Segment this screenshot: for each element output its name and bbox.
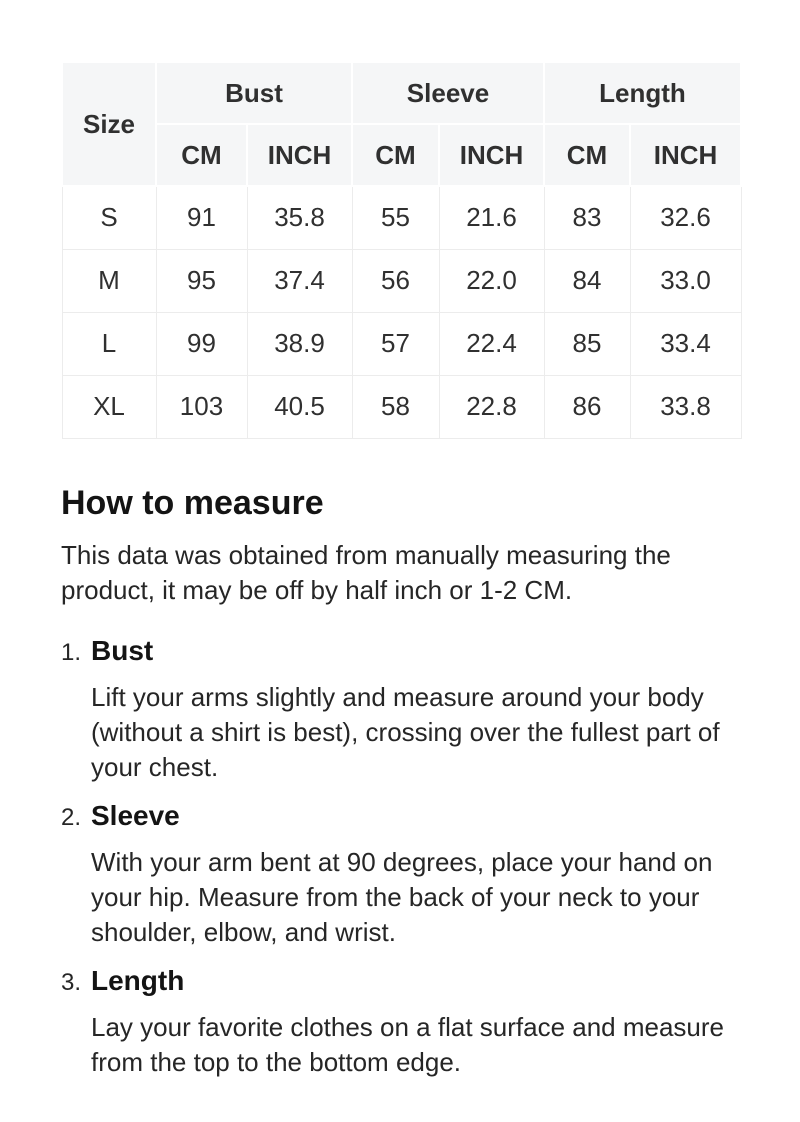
sleeve-cm-cell: 55 [352, 186, 439, 249]
bust-cm-cell: 95 [156, 249, 247, 312]
step-description-length: Lay your favorite clothes on a flat surface and measure from the top to the bottom edge. [91, 1011, 725, 1077]
step-description-sleeve: With your arm bent at 90 degrees, place your hand on your hip. Measure from the back of your neck to your shoulder, elbow, and wrist. [91, 846, 713, 947]
table-row-xl [62, 375, 741, 438]
table-row-l [62, 312, 741, 375]
col-header-size: Size [62, 62, 156, 186]
size-cell: S [62, 186, 156, 249]
unit-header-bust-cm: CM [156, 124, 247, 186]
sleeve-inch-cell: 22.0 [439, 249, 544, 312]
length-cm-cell: 86 [544, 375, 630, 438]
unit-header-length-cm: CM [544, 124, 630, 186]
size-chart-table [61, 61, 742, 439]
step-title-length: Length [91, 964, 185, 996]
unit-header-bust-inch: INCH [247, 124, 352, 186]
step-title-bust: Bust [91, 634, 154, 666]
sleeve-inch-cell: 22.8 [439, 375, 544, 438]
step-title-sleeve: Sleeve [91, 799, 180, 831]
step-number: 1. [61, 638, 82, 666]
size-cell: XL [62, 375, 156, 438]
size-cell: L [62, 312, 156, 375]
bust-cm-cell: 103 [156, 375, 247, 438]
size-cell: M [62, 249, 156, 312]
table-row-s [62, 186, 741, 249]
length-inch-cell: 33.0 [630, 249, 741, 312]
col-header-sleeve: Sleeve [352, 62, 544, 124]
how-to-measure-heading: How to measure [61, 483, 324, 522]
col-header-length: Length [544, 62, 741, 124]
length-inch-cell: 33.8 [630, 375, 741, 438]
sleeve-inch-cell: 22.4 [439, 312, 544, 375]
sleeve-inch-cell: 21.6 [439, 186, 544, 249]
bust-inch-cell: 38.9 [247, 312, 352, 375]
step-number: 3. [61, 968, 82, 996]
step-number: 2. [61, 803, 82, 831]
length-inch-cell: 33.4 [630, 312, 741, 375]
table-row-m [62, 249, 741, 312]
sleeve-cm-cell: 56 [352, 249, 439, 312]
step-description-bust: Lift your arms slightly and measure around your body (without a shirt is best), crossing over the fullest part of your chest. [91, 681, 720, 782]
bust-inch-cell: 37.4 [247, 249, 352, 312]
bust-cm-cell: 99 [156, 312, 247, 375]
measure-step-sleeve [61, 799, 740, 964]
bust-cm-cell: 91 [156, 186, 247, 249]
bust-inch-cell: 35.8 [247, 186, 352, 249]
unit-header-sleeve-cm: CM [352, 124, 439, 186]
sleeve-cm-cell: 58 [352, 375, 439, 438]
col-header-bust: Bust [156, 62, 352, 124]
unit-header-length-inch: INCH [630, 124, 741, 186]
unit-header-sleeve-inch: INCH [439, 124, 544, 186]
length-cm-cell: 85 [544, 312, 630, 375]
bust-inch-cell: 40.5 [247, 375, 352, 438]
measure-disclaimer-text: This data was obtained from manually measuring the product, it may be off by half inch or 1-2 CM. [61, 539, 671, 605]
length-inch-cell: 32.6 [630, 186, 741, 249]
sleeve-cm-cell: 57 [352, 312, 439, 375]
measure-step-length [61, 964, 740, 1094]
length-cm-cell: 84 [544, 249, 630, 312]
measure-step-bust [61, 634, 740, 799]
length-cm-cell: 83 [544, 186, 630, 249]
measure-steps [61, 634, 740, 1094]
